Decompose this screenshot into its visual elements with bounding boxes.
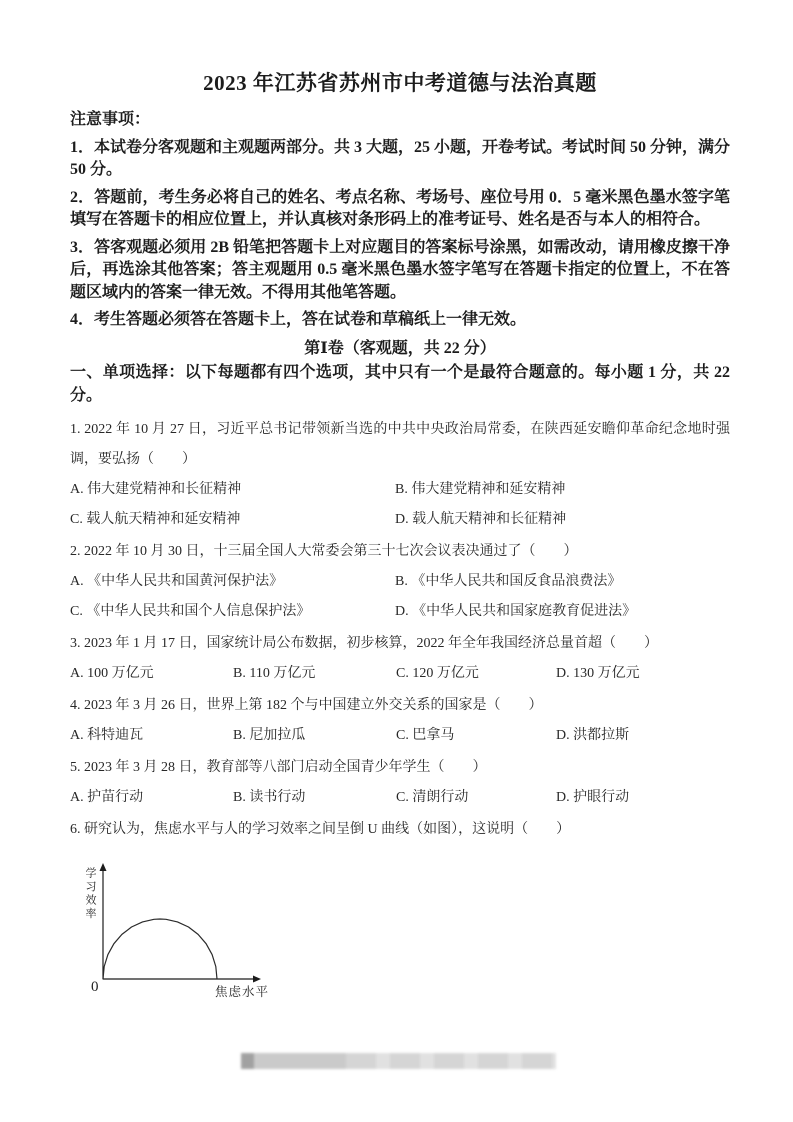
- question-options: [70, 783, 730, 813]
- question-options: [70, 475, 730, 535]
- section-heading: 第Ⅰ卷（客观题，共 22 分）: [304, 339, 496, 357]
- option: D. 《中华人民共和国家庭教育促进法》: [395, 603, 637, 619]
- notice-item: 4．考生答题必须答在答题卡上，答在试卷和草稿纸上一律无效。: [70, 311, 527, 328]
- watermark-segment: [254, 1053, 346, 1069]
- question: [70, 753, 730, 813]
- notice-item: 2．答题前，考生务必将自己的姓名、考点名称、考场号、座位号用 0．5 毫米黑色墨水签字笔填写在答题卡的相应位置上，并认真核对条形码上的准考证号、姓名是否与本人的相符合。: [70, 188, 730, 228]
- option: A. 伟大建党精神和长征精神: [70, 481, 242, 497]
- option: D. 洪都拉斯: [556, 727, 630, 743]
- option: D. 载人航天精神和长征精神: [395, 511, 567, 527]
- question: [70, 537, 730, 627]
- questions-list: [70, 415, 730, 845]
- y-axis-arrow-icon: [100, 863, 107, 871]
- option: C. 《中华人民共和国个人信息保护法》: [70, 603, 311, 619]
- page-title: 2023 年江苏省苏州市中考道德与法治真题: [203, 71, 597, 95]
- inverted-u-curve: [103, 919, 217, 979]
- option: C. 清朗行动: [396, 789, 469, 805]
- watermark-segment: [346, 1053, 556, 1069]
- option: B. 读书行动: [233, 789, 306, 805]
- part-heading: 一、单项选择：以下每题都有四个选项，其中只有一个是最符合题意的。每小题 1 分，共 22 分。: [70, 363, 730, 404]
- option: B. 110 万亿元: [233, 665, 316, 681]
- chart-x-axis-label: 焦虑水平: [215, 984, 270, 999]
- chart-y-axis-label: 学习效率: [84, 866, 96, 921]
- option: A. 科特迪瓦: [70, 727, 144, 743]
- notice-item: 3．答客观题必须用 2B 铅笔把答题卡上对应题目的答案标号涂黑，如需改动，请用橡皮擦干净后，再选涂其他答案；答主观题用 0.5 毫米黑色墨水签字笔写在答题卡指定的位置上，不在答题区域内的答案一律无效。不得用其他笔答题。: [70, 238, 730, 301]
- option: C. 载人航天精神和延安精神: [70, 511, 241, 527]
- notice-section: [70, 109, 730, 332]
- anxiety-efficiency-chart: [83, 861, 363, 1011]
- option: A. 《中华人民共和国黄河保护法》: [70, 573, 284, 589]
- option: C. 120 万亿元: [396, 665, 479, 681]
- option: D. 护眼行动: [556, 789, 630, 805]
- question-options: [70, 567, 730, 627]
- option: C. 巴拿马: [396, 727, 455, 743]
- question: [70, 629, 730, 689]
- option: B. 伟大建党精神和延安精神: [395, 481, 566, 497]
- question-stem: 3. 2023 年 1 月 17 日，国家统计局公布数据，初步核算，2022 年全年我国经济总量首超（ ）: [70, 635, 658, 651]
- question-options: [70, 659, 730, 689]
- question-stem: 4. 2023 年 3 月 26 日，世界上第 182 个与中国建立外交关系的国家是（ ）: [70, 697, 543, 713]
- question: [70, 415, 730, 535]
- footer-watermark: [241, 1053, 556, 1069]
- question: [70, 815, 730, 845]
- notice-item: 1．本试卷分客观题和主观题两部分。共 3 大题，25 小题，开卷考试。考试时间 50 分钟，满分 50 分。: [70, 138, 731, 178]
- question: [70, 691, 730, 751]
- question-stem: 2. 2022 年 10 月 30 日，十三届全国人大常委会第三十七次会议表决通过了（ ）: [70, 543, 578, 559]
- watermark-segment: [241, 1053, 254, 1069]
- chart-origin-label: 0: [91, 978, 99, 995]
- option: A. 100 万亿元: [70, 665, 154, 681]
- option: B. 《中华人民共和国反食品浪费法》: [395, 573, 622, 589]
- question-stem: 6. 研究认为，焦虑水平与人的学习效率之间呈倒 U 曲线（如图），这说明（ ）: [70, 821, 571, 837]
- question-options: [70, 721, 730, 751]
- option: D. 130 万亿元: [556, 665, 640, 681]
- option: A. 护苗行动: [70, 789, 144, 805]
- question-stem: 5. 2023 年 3 月 28 日，教育部等八部门启动全国青少年学生（ ）: [70, 759, 487, 775]
- question-stem: 1. 2022 年 10 月 27 日，习近平总书记带领新当选的中共中央政治局常委，在陕西延安瞻仰革命纪念地时强调，要弘扬（ ）: [70, 421, 730, 467]
- notice-heading: 注意事项：: [70, 111, 151, 128]
- option: B. 尼加拉瓜: [233, 727, 306, 743]
